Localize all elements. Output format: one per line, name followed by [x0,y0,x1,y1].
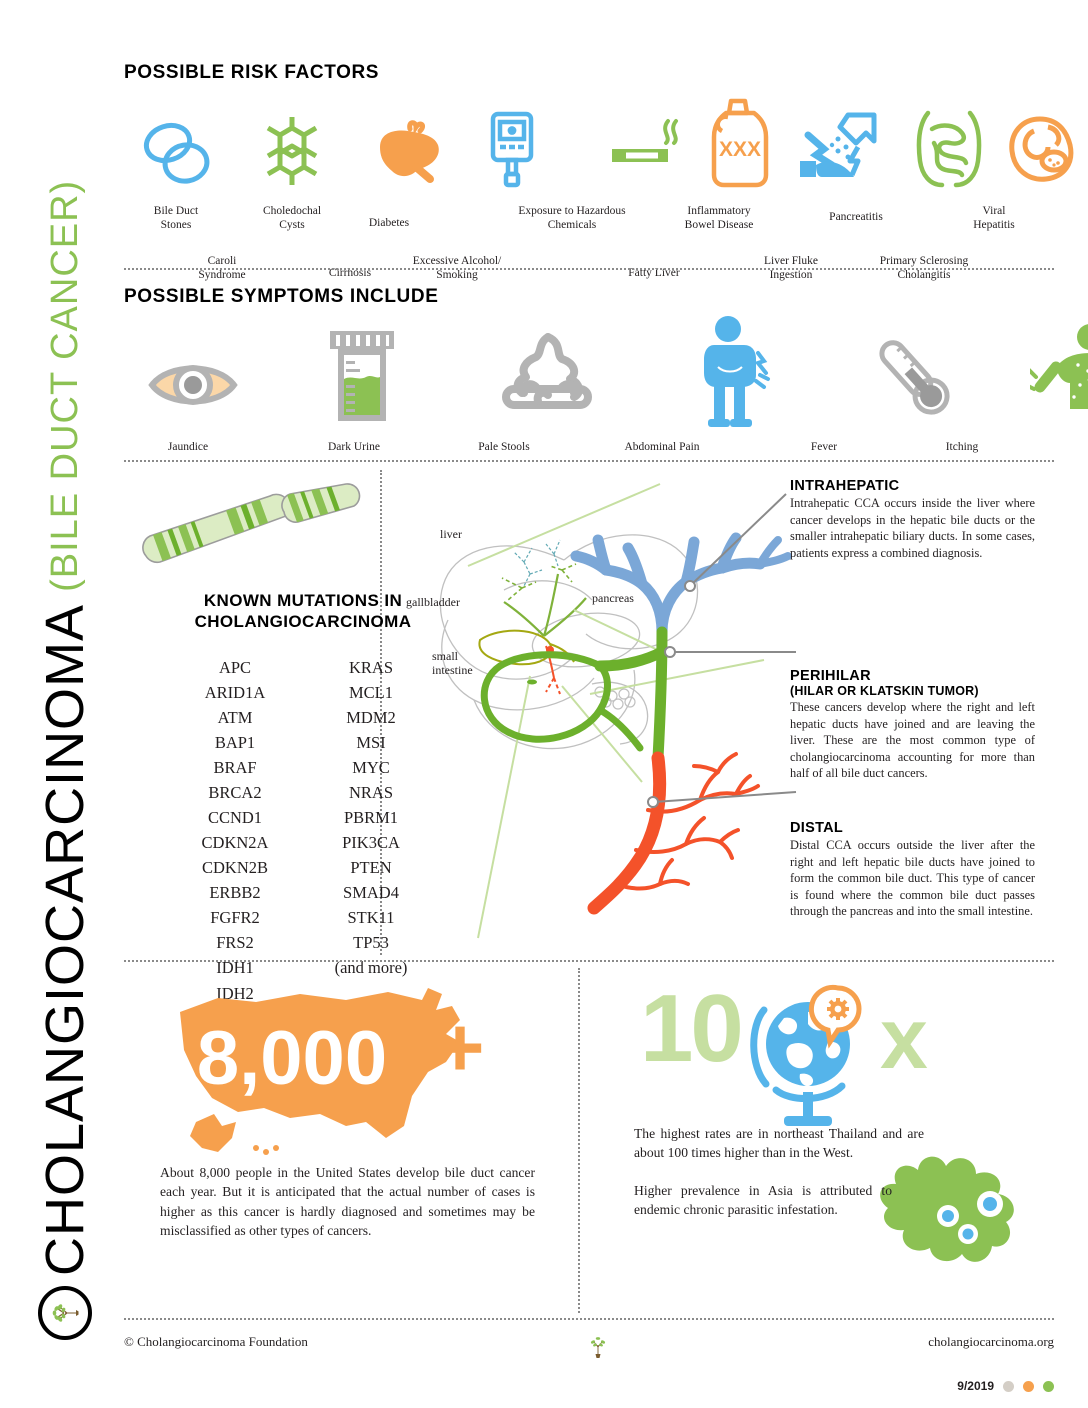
risk-caption: Cirrhosis [328,267,372,279]
us-plus: + [435,1000,485,1094]
mutations-column-1 [189,655,281,1006]
symptom-caption: Fever [810,441,838,453]
mutation-item: PIK3CA [342,833,400,853]
divider [124,960,1054,962]
footer [124,1322,1054,1393]
urine-sample-icon [322,327,402,432]
mutation-item: (and more) [334,958,408,978]
footer-logo-icon [586,1334,610,1365]
mutation-item: BRAF [213,757,257,777]
mutation-item: ARID1A [204,682,266,702]
perihilar-subheading: (HILAR OR KLATSKIN TUMOR) [790,684,979,698]
mutation-item: MYC [352,757,390,777]
symptom-caption: Pale Stools [478,441,530,453]
risk-factors-icon-row [124,98,1054,194]
mutation-item: MDM2 [346,707,396,727]
perihilar-heading: PERIHILAR [790,668,871,684]
symptom-caption: Itching [945,441,979,453]
footer-dot-gray [1003,1381,1014,1392]
mutation-item: SMAD4 [343,883,399,903]
statistics-section [124,968,1054,1313]
risk-caption: Bile Duct Stones [153,205,199,232]
vertical-brand-title [0,0,120,1330]
abdominal-pain-icon [694,315,780,432]
symptoms-icon-row [124,324,1054,432]
chemical-splash-icon [796,109,880,194]
pancreas-icon [1004,113,1082,194]
mutation-item: MCL1 [348,682,393,702]
footer-date: 9/2019 [957,1379,994,1393]
anatomy-label-liver: liver [440,527,462,541]
anatomy-label-pancreas: pancreas [592,591,634,605]
bile-duct-stones-icon [138,117,216,194]
risk-caption: Inflammatory Bowel Disease [684,205,754,232]
mutation-item: IDH2 [216,983,254,1003]
risk-factors-section [124,62,1054,294]
risk-factors-title: POSSIBLE RISK FACTORS [124,62,380,83]
tree-logo-icon [38,1286,92,1340]
mutation-item: BRCA2 [208,782,262,802]
itching-person-icon [1030,323,1088,424]
globe-pin-icon [746,982,876,1132]
intrahepatic-block [790,478,1035,561]
liver-icon [372,119,446,194]
chromosome-icon [132,478,372,579]
symptoms-section [124,286,1054,466]
footer-website[interactable]: cholangiocarcinoma.org [928,1334,1054,1349]
symptoms-title: POSSIBLE SYMPTOMS INCLUDE [124,286,439,307]
stool-icon [492,329,602,426]
glucose-meter-icon [484,111,540,194]
intestine-icon [912,107,986,194]
us-statistic-body: About 8,000 people in the United States develop bile duct cancer each year. But it is anticipated that the actual number of cases is higher as this cancer is hardly diagnosed and sometimes may be misclassified as other types of cancers. [160,1165,535,1238]
mutation-item: FGFR2 [210,908,260,928]
us-statistic [124,968,554,1240]
world-number: 10 [640,975,741,1082]
world-multiplier: x [880,991,928,1087]
divider [124,1318,1054,1320]
risk-caption: Caroli Syndrome [198,255,246,282]
eye-icon [146,355,240,420]
risk-caption: Diabetes [368,217,410,229]
risk-caption: Choledochal Cysts [262,205,322,232]
perihilar-body: These cancers develop where the right and left hepatic ducts have joined and are leaving the liver. These are the most common type of cholangiocarcinoma accounting for more than half of all bile duct cancers. [790,700,1035,781]
distal-heading: DISTAL [790,820,844,836]
mutations-title-line1: KNOWN MUTATIONS IN [203,591,403,610]
biliary-anatomy-diagram [404,470,804,955]
risk-caption: Liver Fluke Ingestion [764,255,818,282]
mutation-item: CDKN2B [201,858,268,878]
risk-caption: Viral Hepatitis [973,205,1015,232]
us-number: 8,000 [196,1016,388,1101]
mutation-item: PTEN [350,858,392,878]
mutation-item: KRAS [348,657,393,677]
thermometer-icon [866,329,960,428]
risk-caption: Pancreatitis [829,211,883,223]
mutation-item: CCND1 [207,807,263,827]
world-statistic-body1: The highest rates are in northeast Thailand and are about 100 times higher than in the West. [634,1126,924,1161]
mutation-item: APC [218,657,252,677]
intrahepatic-body: Intrahepatic CCA occurs inside the liver where cancer develops in the hepatic bile ducts or the smaller intrahepatic biliary ducts. In some cases, patients express a combined diagnosis. [790,496,1035,560]
mutation-item: BAP1 [214,732,256,752]
distal-body: Distal CCA occurs outside the liver after the right and left hepatic bile ducts have joined to form the common bile duct. This type of cancer is found where the common bile duct passes through the pancreas and into the small intestine. [790,838,1035,919]
mutation-item: IDH1 [216,958,254,978]
footer-dot-green [1043,1381,1054,1392]
distal-block [790,820,1035,920]
mutation-item: ERBB2 [209,883,261,903]
symptom-captions [124,440,1054,466]
risk-caption: Primary Sclerosing Cholangitis [879,255,969,282]
anatomy-label-small-intestine: intestine [432,663,473,677]
risk-caption: Excessive Alcohol/ Smoking [412,255,502,282]
mutation-item: FRS2 [216,933,254,953]
mutations-title-line2: CHOLANGIOCARCINOMA [194,612,412,632]
brand-name: CHOLANGIOCARCINOMA [35,603,95,1276]
svg-text:XXX: XXX [718,138,762,161]
anatomy-label-gallbladder: gallbladder [406,595,460,609]
mutation-item: MSI [356,732,386,752]
risk-row1-captions [124,204,1054,244]
divider [124,268,1054,270]
divider [124,460,1054,462]
cigarette-icon [610,115,684,180]
mutation-item: STK11 [347,908,395,928]
world-statistic [634,974,1054,1219]
mutation-item: CDKN2A [201,833,269,853]
mutation-item: NRAS [348,782,393,802]
mutation-item: PBRM1 [343,807,399,827]
usa-map-icon [160,976,520,1166]
symptom-caption: Abdominal Pain [624,441,700,453]
anatomy-label-small-intestine: small [432,649,458,663]
mutation-item: ATM [217,707,253,727]
symptom-caption: Jaundice [167,441,209,453]
footer-copyright: © Cholangiocarcinoma Foundation [124,1334,308,1349]
mutation-item: TP53 [353,933,389,953]
mutations-and-anatomy-section [124,470,1054,1003]
choledochal-cysts-icon [252,113,332,194]
risk-caption: Fatty Liver [628,267,680,279]
world-statistic-body2: Higher prevalence in Asia is attributed to endemic chronic parasitic infestation. [634,1182,892,1217]
risk-caption: Exposure to Hazardous Chemicals [518,205,626,232]
intrahepatic-heading: INTRAHEPATIC [790,478,900,494]
footer-dot-orange [1023,1381,1034,1392]
perihilar-block [790,668,1035,782]
brand-subtitle: (BILE DUCT CANCER) [44,179,86,592]
moonshine-jug-icon [704,97,776,194]
symptom-caption: Dark Urine [327,441,381,453]
